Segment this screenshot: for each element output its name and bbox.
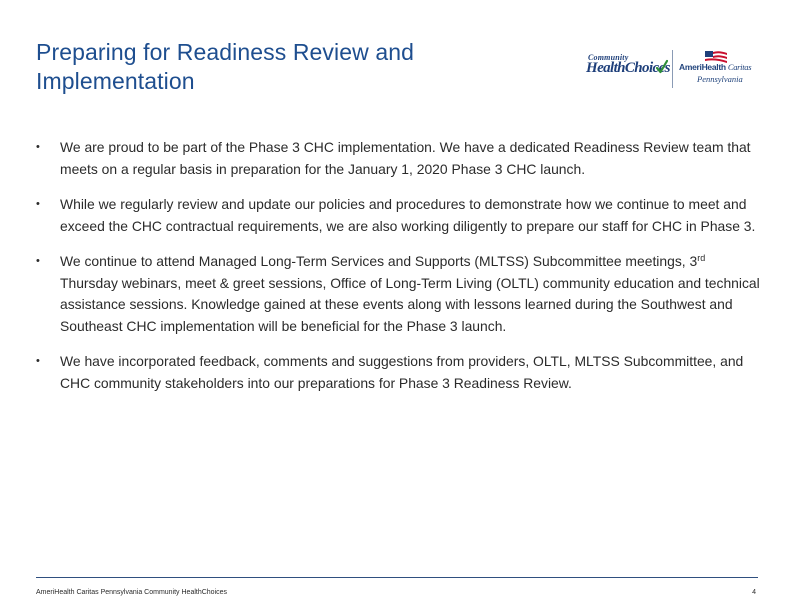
ordinal-suffix: rd [697,253,706,263]
bullet-item [36,194,762,237]
page-number: 4 [752,589,756,596]
community-healthchoices-logo [586,53,668,83]
bullet-dot: • [36,255,40,267]
bullet-text: While we regularly review and update our policies and procedures to demonstrate how we continue to meet and exceed the CHC contractual requirements, we are also working diligently to prepare our staff for CHC in Phase 3. [60,196,756,234]
footer-divider [36,577,758,578]
ahc-logo-state: Pennsylvania [697,74,743,84]
ahc-logo-name-part-1: AmeriHealth [679,62,728,72]
slide-title [36,38,516,96]
partner-logos [584,50,760,90]
footer-text: AmeriHealth Caritas Pennsylvania Community HealthChoices [36,589,228,596]
chc-logo-main-text: HealthChoices [586,60,670,76]
bullet-text [60,253,760,334]
bullet-item [36,351,762,394]
bullet-dot: • [36,198,40,210]
bullet-dot: • [36,141,40,153]
ahc-logo-name [679,62,751,72]
bullet-text-part-1: We continue to attend Managed Long-Term Services and Supports (MLTSS) Subcommittee meetings, 3 [60,253,698,269]
bullet-text: We are proud to be part of the Phase 3 CHC implementation. We have a dedicated Readiness Review team that meets on a regular basis in preparation for the January 1, 2020 Phase 3 CHC launch. [60,139,751,177]
slide-title-line-1: Preparing for Readiness Review and [36,39,414,65]
bullet-text: We have incorporated feedback, comments and suggestions from providers, OLTL, MLTSS Subcommittee, and CHC community stakeholders into our preparations for Phase 3 Readiness Review. [60,353,744,391]
bullet-item [36,251,762,337]
amerihealth-caritas-logo [679,51,759,87]
ahc-logo-name-part-2: Caritas [727,62,752,72]
bullet-text-part-2: Thursday webinars, meet & greet sessions, Office of Long-Term Living (OLTL) community education and technical assistance sessions. Knowledge gained at these events along with lessons learned during the Southwest and Southeast CHC implementation will be beneficial for the Phase 3 launch. [60,274,760,334]
bullet-list [36,137,762,408]
bullet-dot: • [36,355,40,367]
checkmark-icon [656,59,668,75]
slide-title-line-2: Implementation [36,68,195,94]
logo-divider [672,50,673,88]
chc-logo-top-text: Community [588,53,629,62]
bullet-item [36,137,762,180]
